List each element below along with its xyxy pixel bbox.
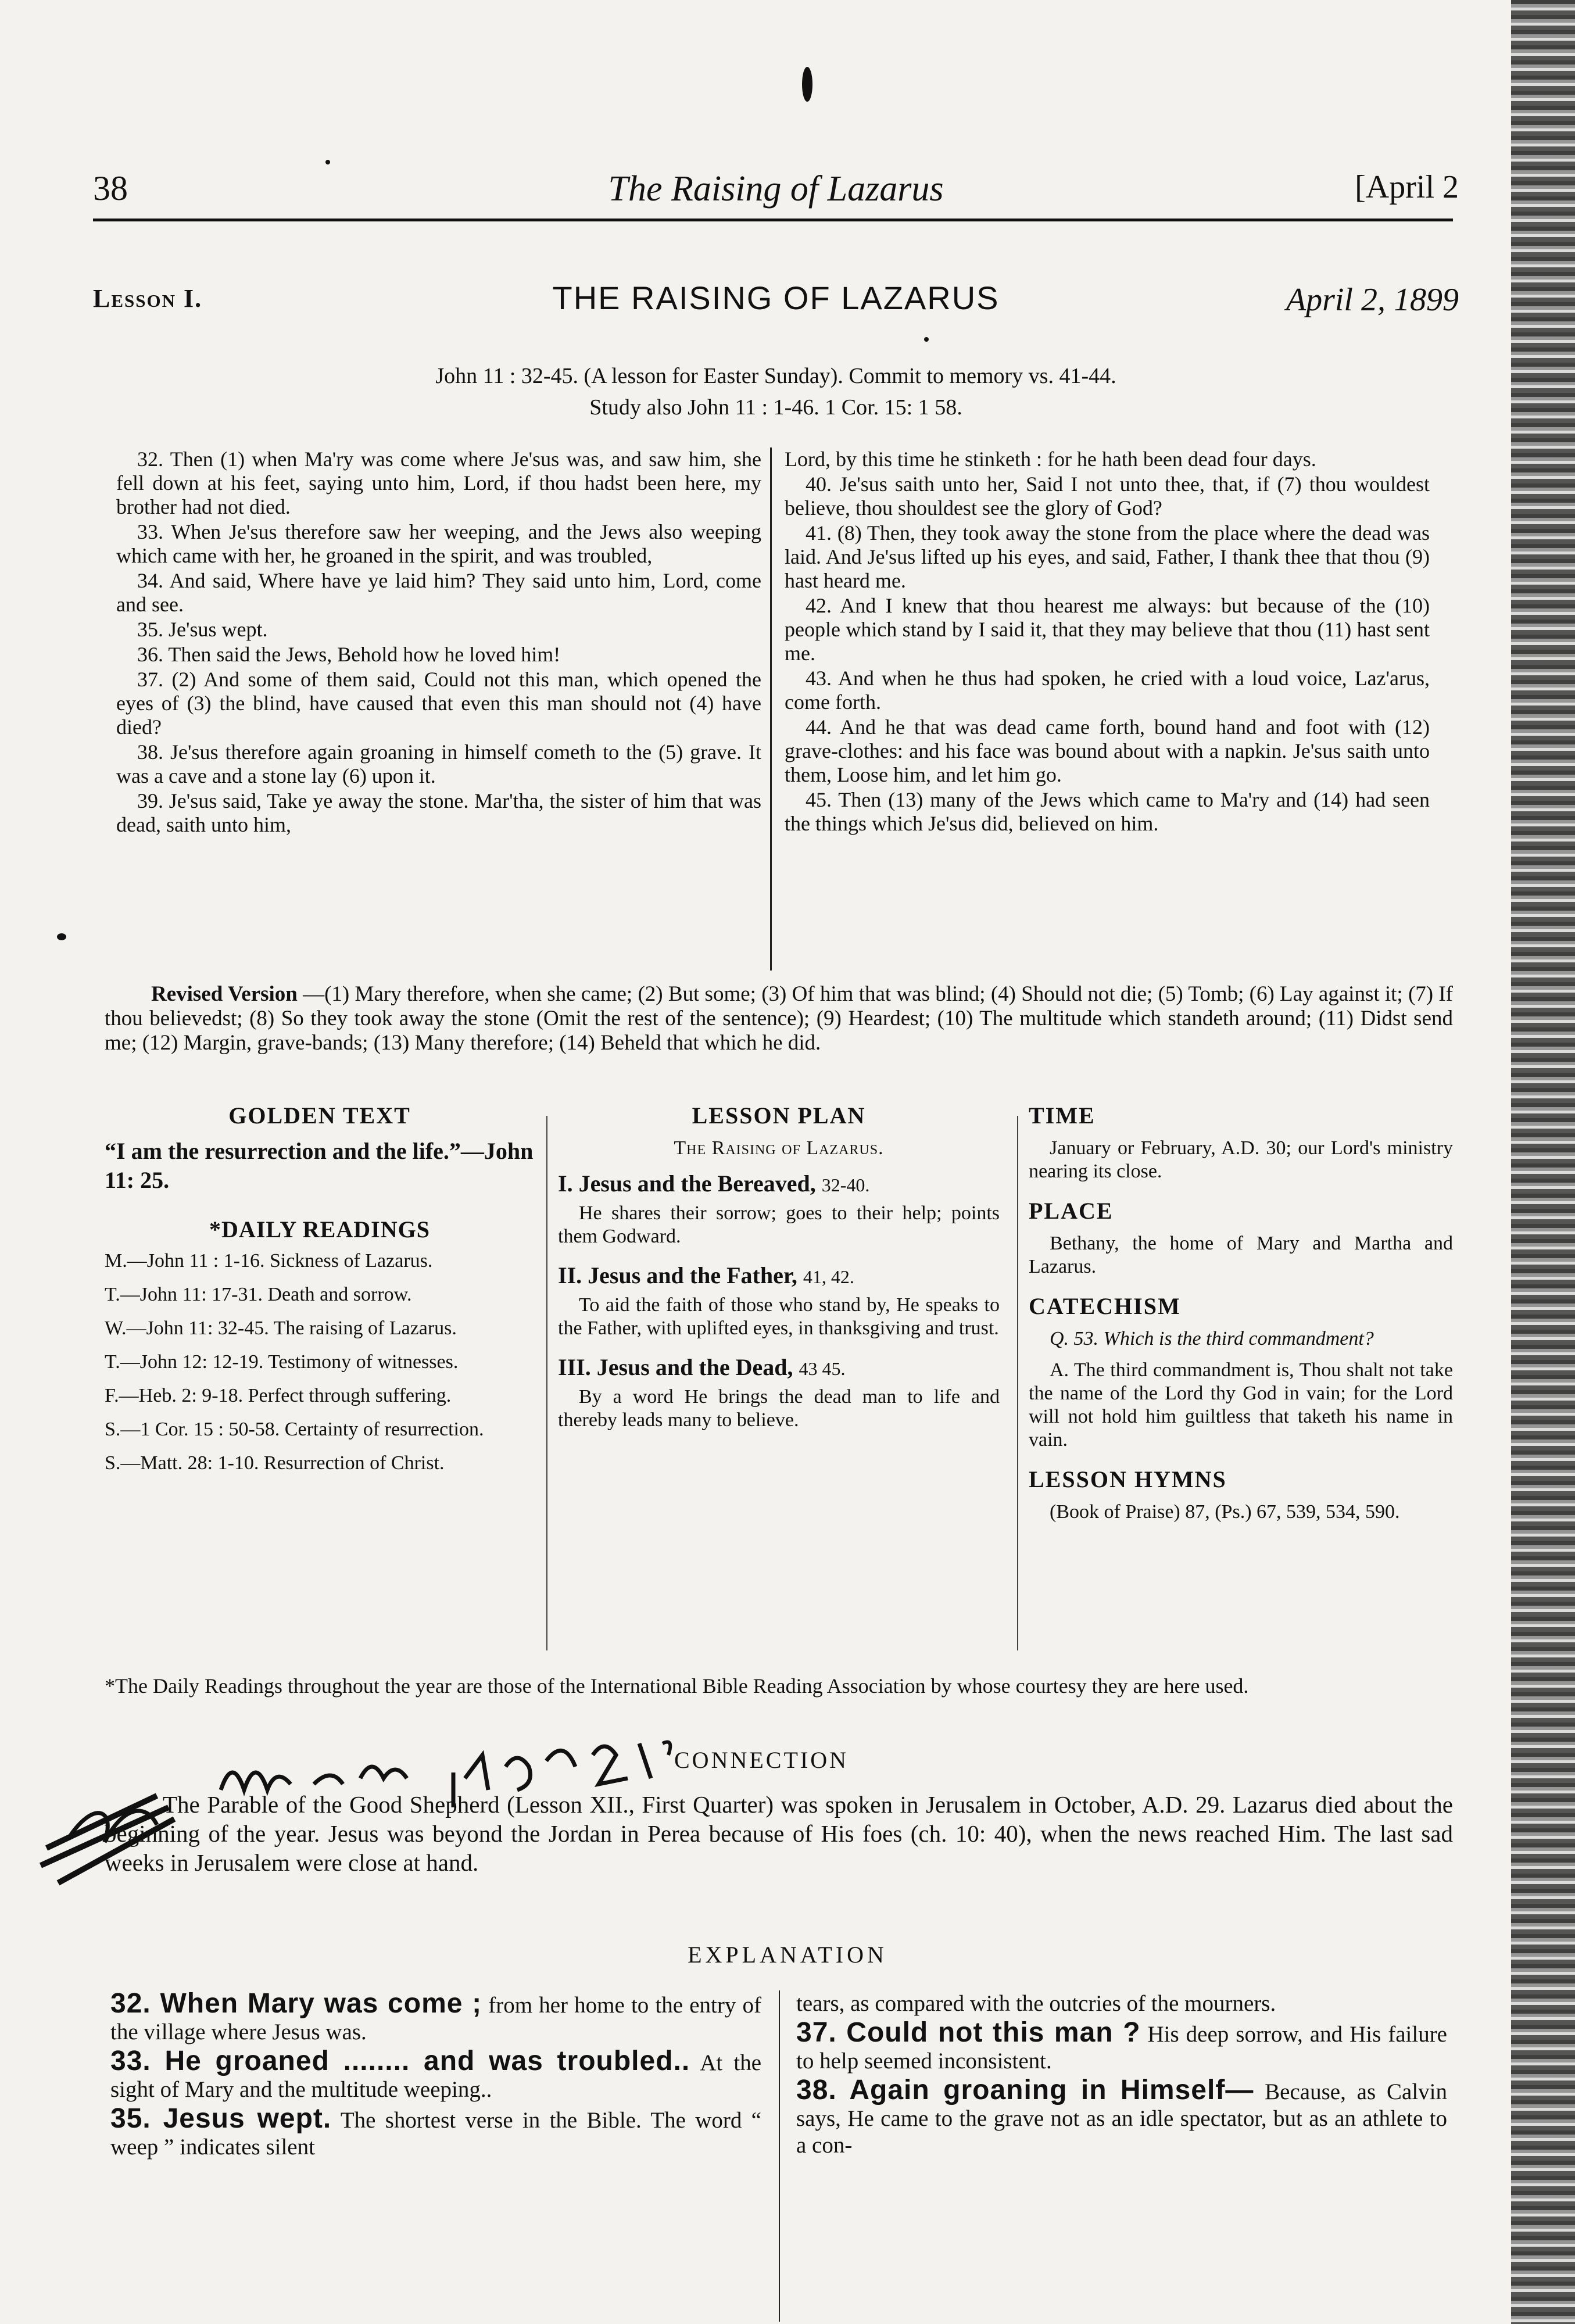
column-divider: [1017, 1116, 1018, 1650]
golden-text-column: [105, 1104, 535, 1485]
explanation-entry: [796, 2019, 1447, 2075]
lesson-number: Lesson I.: [93, 284, 203, 313]
explanation-entry: [110, 1990, 761, 2046]
scripture-passage: [116, 447, 1453, 971]
explanation-entry: [796, 1990, 1447, 2017]
daily-reading: M.—John 11 : 1-16. Sickness of Lazarus.: [105, 1250, 433, 1272]
place-heading: PLACE: [1029, 1198, 1114, 1224]
time-text: January or February, A.D. 30; our Lord's ministry nearing its close.: [1029, 1137, 1453, 1182]
explanation-head: 37. Could not this man ?: [796, 2017, 1141, 2048]
connection-text: The Parable of the Good Shepherd (Lesson XII., First Quarter) was spoken in Jerusalem in October, A.D. 29. Lazarus died about the beginning of the year. Jesus was beyond the Jordan in Perea because of His foes (ch. 10: 40), when the news reached Him. The last sad weeks in Jerusalem were close at hand.: [105, 1791, 1453, 1876]
lesson-aids: [105, 1104, 1453, 1650]
time-heading: TIME: [1029, 1102, 1096, 1129]
header-rule: [93, 219, 1453, 221]
verse: 34. And said, Where have ye laid him? They said unto him, Lord, come and see.: [116, 569, 761, 616]
golden-text: “I am the resurrection and the life.”—John 11: 25.: [105, 1138, 534, 1193]
plan-point-heading: [558, 1172, 1000, 1197]
ink-speck: [924, 337, 929, 342]
catechism-heading: CATECHISM: [1029, 1293, 1181, 1319]
daily-reading: W.—John 11: 32-45. The raising of Lazarus.: [105, 1317, 457, 1339]
hymns-heading: LESSON HYMNS: [1029, 1466, 1227, 1492]
verse: Lord, by this time he stinketh : for he hath been dead four days.: [785, 447, 1316, 471]
explanation-head: 33. He groaned ........ and was troubled..: [110, 2046, 690, 2076]
verse: 45. Then (13) many of the Jews which came to Ma'ry and (14) had seen the things which Je'sus did, believed on him.: [785, 788, 1430, 835]
verse: 42. And I knew that thou hearest me always: but because of the (10) people which stand by I said it, that they may believe that thou (11) hast sent me.: [785, 594, 1430, 665]
page-number: 38: [93, 169, 128, 207]
revised-paragraph: [105, 982, 1453, 1055]
daily-readings-heading: *DAILY READINGS: [209, 1216, 430, 1242]
revised-text: —(1) Mary therefore, when she came; (2) But some; (3) Of him that was blind; (4) Should not die; (5) Tomb; (6) Lay against it; (7) If thou believedst; (8) So they took away the stone (Omit the rest of the sentence); (9) Heardest; (10) The multitude which standeth around; (11) Didst send me; (12) Margin, grave-bands; (13) Many therefore; (14) Beheld that which he did.: [105, 982, 1454, 1055]
verse: 38. Je'sus therefore again groaning in himself cometh to the (5) grave. It was a cave and a stone lay (6) upon it.: [116, 740, 761, 787]
footnote: *The Daily Readings throughout the year are those of the International Bible Reading Association by whose courtesy they are here used.: [105, 1674, 1249, 1698]
revised-version-notes: [105, 982, 1453, 1058]
running-head: [93, 169, 1459, 227]
scripture-column-left: [116, 447, 761, 838]
daily-reading: T.—John 11: 17-31. Death and sorrow.: [105, 1284, 412, 1305]
plan-point-text: By a word He brings the dead man to life and thereby leads many to believe.: [558, 1386, 1000, 1431]
plan-point-heading: [558, 1355, 1000, 1381]
verse: 41. (8) Then, they took away the stone from the place where the dead was laid. And Je'sus lifted up his eyes, and said, Father, I thank thee that thou (9) hast heard me.: [785, 521, 1430, 592]
verse: 44. And he that was dead came forth, bound hand and foot with (12) grave-clothes: and his face was bound about with a napkin. Je'sus saith unto them, Loose him, and let him go.: [785, 715, 1430, 786]
verse: 36. Then said the Jews, Behold how he loved him!: [137, 643, 561, 666]
verse: 39. Je'sus said, Take ye away the stone. Mar'tha, the sister of him that was dead, saith unto him,: [116, 789, 761, 836]
explanation-text: from her home to the entry of the village where Jesus was.: [110, 1993, 761, 2044]
verse: 37. (2) And some of them said, Could not this man, which opened the eyes of (3) the blind, have caused that even this man should not (4) have died?: [116, 668, 761, 739]
explanation-heading: EXPLANATION: [688, 1942, 887, 1968]
explanation-head: 32. When Mary was come ;: [110, 1988, 482, 2019]
plan-point-text: He shares their sorrow; goes to their help; points them Godward.: [558, 1202, 1000, 1247]
plan-point-verses: 43 45.: [799, 1358, 846, 1379]
scanned-page-edge: [1511, 0, 1575, 2324]
running-date: [April 2: [1355, 169, 1459, 205]
explanation-text: His deep sorrow, and His failure to help seemed inconsistent.: [796, 2022, 1447, 2074]
place-text: Bethany, the home of Mary and Martha and Lazarus.: [1029, 1233, 1453, 1277]
lesson-plan-heading: LESSON PLAN: [692, 1102, 866, 1129]
explanation-entry: [796, 2077, 1447, 2159]
explanation-text: The shortest verse in the Bible. The word “ weep ” indicates silent: [110, 2108, 761, 2160]
verse: 33. When Je'sus therefore saw her weeping, and the Jews also weeping which came with her, he groaned in the spirit, and was troubled,: [116, 520, 761, 567]
lesson-plan-column: [558, 1104, 1000, 1447]
time-place-column: [1029, 1104, 1453, 1540]
verse: 43. And when he thus had spoken, he cried with a loud voice, Laz'arus, come forth.: [785, 667, 1430, 714]
explanation-column-right: [796, 1990, 1447, 2161]
explanation-text: At the sight of Mary and the multitude weeping..: [110, 2050, 761, 2102]
plan-point-heading: [558, 1263, 1000, 1289]
column-divider: [770, 447, 772, 971]
verse: 35. Je'sus wept.: [137, 618, 268, 641]
daily-reading: T.—John 12: 12-19. Testimony of witnesses.: [105, 1351, 459, 1373]
golden-text-heading: GOLDEN TEXT: [228, 1102, 411, 1129]
ink-speck: [325, 160, 330, 164]
explanation-text: Because, as Calvin says, He came to the grave not as an idle spectator, but as an athlete to a con-: [796, 2079, 1447, 2158]
plan-point-title: II. Jesus and the Father,: [558, 1262, 797, 1288]
explanation-head: 38. Again groaning in Himself—: [796, 2075, 1254, 2105]
scripture-column-right: [785, 447, 1430, 837]
explanation-entry: [110, 2105, 761, 2161]
daily-reading: S.—1 Cor. 15 : 50-58. Certainty of resurrection.: [105, 1419, 484, 1440]
lesson-heading: [93, 279, 1459, 325]
reference-line: Study also John 11 : 1-46. 1 Cor. 15: 1 58.: [589, 395, 962, 420]
explanation-entry: [110, 2048, 761, 2103]
scripture-references: [93, 360, 1459, 423]
daily-reading: S.—Matt. 28: 1-10. Resurrection of Christ.: [105, 1452, 445, 1474]
connection-heading: CONNECTION: [674, 1747, 849, 1773]
reference-line: John 11 : 32-45. (A lesson for Easter Sunday). Commit to memory vs. 41-44.: [435, 364, 1116, 388]
plan-point-verses: 32-40.: [821, 1174, 870, 1195]
hymns-text: (Book of Praise) 87, (Ps.) 67, 539, 534, 590.: [1050, 1501, 1400, 1523]
connection-text-block: [105, 1790, 1453, 1877]
plan-point-text: To aid the faith of those who stand by, He speaks to the Father, with uplifted eyes, in thanksgiving and trust.: [558, 1294, 1000, 1339]
catechism-question: Q. 53. Which is the third commandment?: [1050, 1328, 1374, 1349]
verse: 40. Je'sus saith unto her, Said I not unto thee, that, if (7) thou wouldest believe, thou shouldest see the glory of God?: [785, 472, 1430, 520]
plan-point-title: I. Jesus and the Bereaved,: [558, 1170, 816, 1197]
explanation-text: tears, as compared with the outcries of the mourners.: [796, 1991, 1276, 2016]
verse: 32. Then (1) when Ma'ry was come where Je'sus was, and saw him, she fell down at his feet, saying unto him, Lord, if thou hadst been here, my brother had not died.: [116, 447, 761, 518]
ink-speck: [57, 933, 66, 940]
ink-speck: [802, 67, 812, 102]
plan-point-title: III. Jesus and the Dead,: [558, 1354, 793, 1380]
lesson-plan-subtitle: The Raising of Lazarus.: [674, 1137, 884, 1159]
column-divider: [779, 1990, 780, 2322]
running-title: The Raising of Lazarus: [608, 169, 944, 209]
lesson-date: April 2, 1899: [1286, 282, 1459, 318]
daily-reading: F.—Heb. 2: 9-18. Perfect through suffering.: [105, 1385, 452, 1406]
plan-point-verses: 41, 42.: [803, 1266, 854, 1287]
catechism-answer: A. The third commandment is, Thou shalt not take the name of the Lord thy God in vain; for the Lord will not hold him guiltless that taketh his name in vain.: [1029, 1359, 1453, 1451]
column-divider: [546, 1116, 547, 1650]
explanation-head: 35. Jesus wept.: [110, 2103, 332, 2134]
lesson-title: THE RAISING OF LAZARUS: [552, 280, 1000, 316]
explanation-column-left: [110, 1990, 761, 2163]
explanation-section: [110, 1990, 1453, 2316]
revised-label: Revised Version: [151, 982, 298, 1006]
